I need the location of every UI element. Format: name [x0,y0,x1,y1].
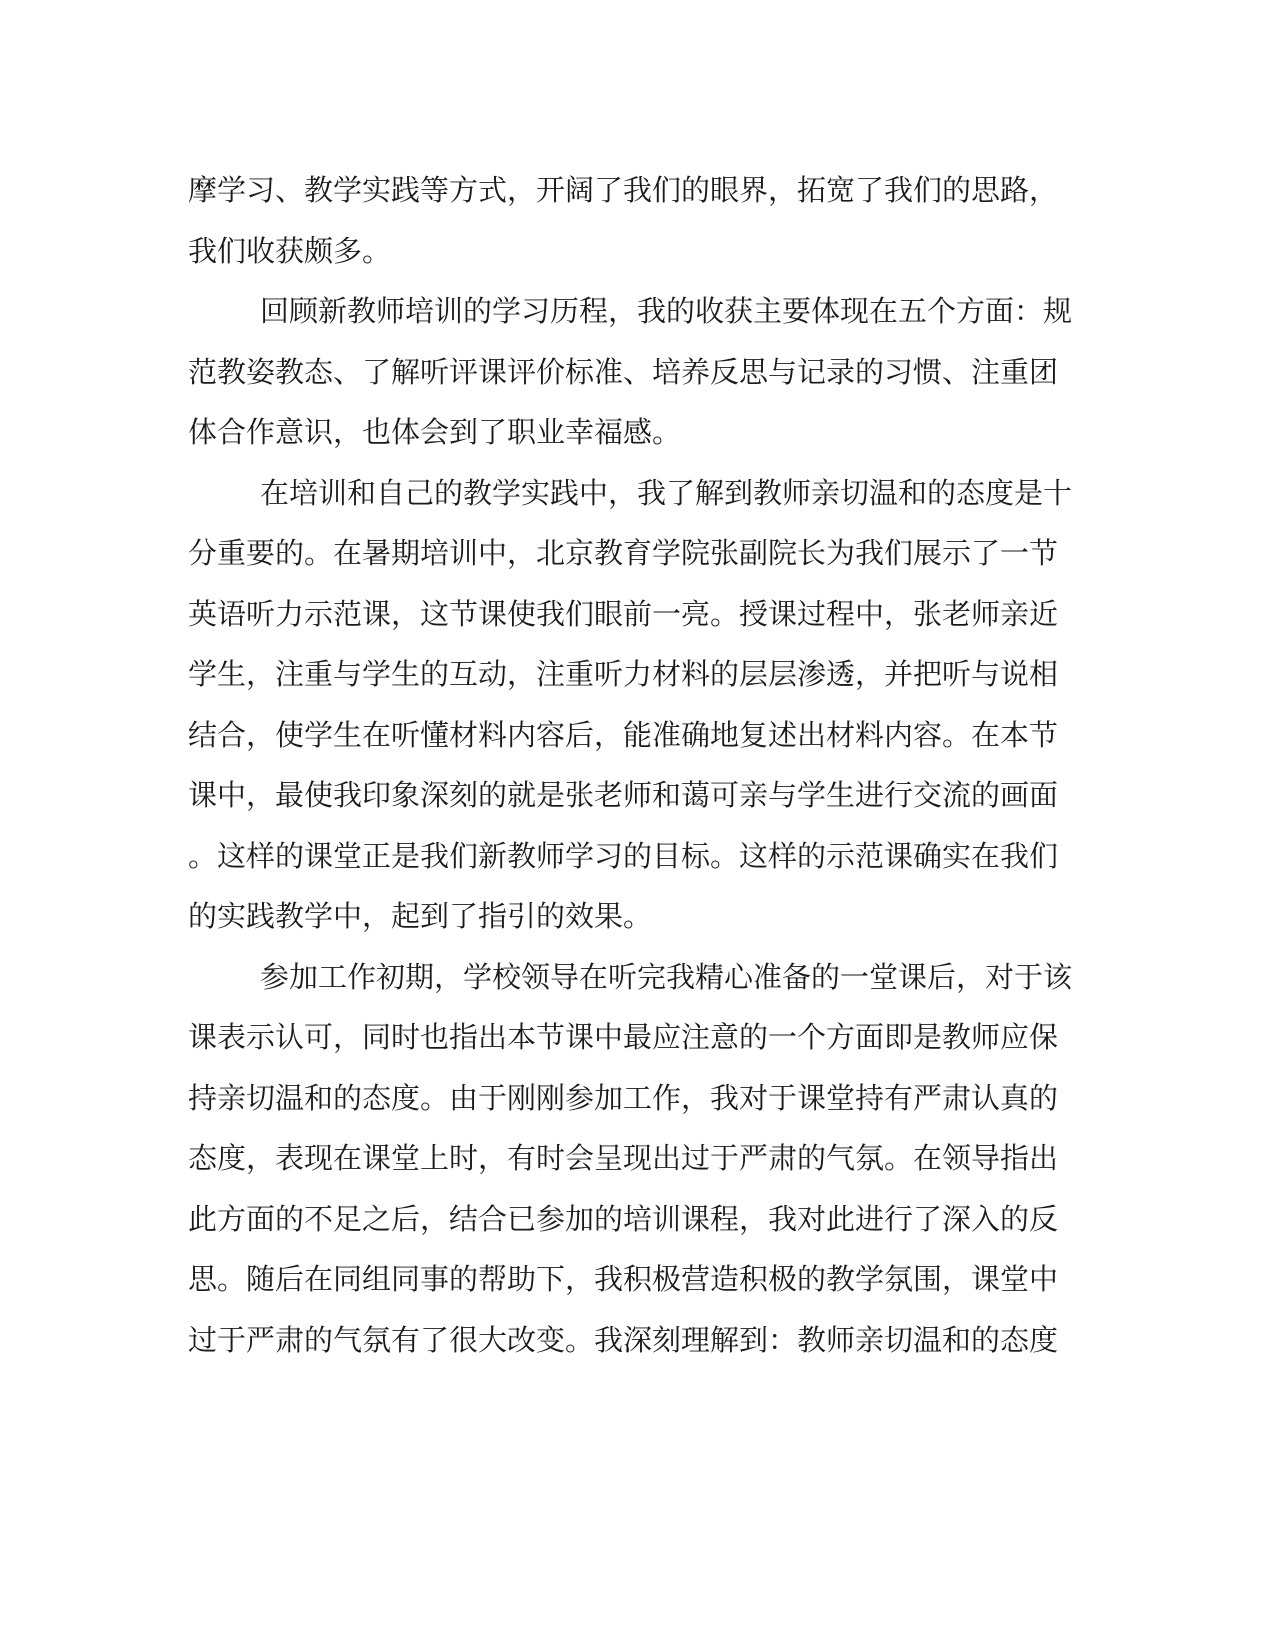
text-line: 学生，注重与学生的互动，注重听力材料的层层渗透，并把听与说相 [188,657,1059,691]
text-line: 思。随后在同组同事的帮助下，我积极营造积极的教学氛围，课堂中 [188,1262,1059,1296]
text-line: 过于严肃的气氛有了很大改变。我深刻理解到：教师亲切温和的态度 [188,1322,1059,1357]
text-line: 的实践教学中，起到了指引的效果。 [188,899,653,933]
text-line: 课表示认可，同时也指出本节课中最应注意的一个方面即是教师应保 [188,1020,1059,1054]
paragraph-first-line: 在培训和自己的教学实践中，我了解到教师亲切温和的态度是十 [260,475,1073,510]
text-line: 课中，最使我印象深刻的就是张老师和蔼可亲与学生进行交流的画面 [188,778,1059,812]
document-body [188,160,1073,1370]
text-line: 结合，使学生在听懂材料内容后，能准确地复述出材料内容。在本节 [188,717,1059,752]
text-line: 范教姿教态、了解听评课评价标准、培养反思与记录的习惯、注重团 [188,354,1059,389]
text-line: 体合作意识，也体会到了职业幸福感。 [188,415,682,449]
text-line: 。这样的课堂正是我们新教师学习的目标。这样的示范课确实在我们 [188,838,1059,873]
text-line: 摩学习、教学实践等方式，开阔了我们的眼界，拓宽了我们的思路， [188,173,1059,207]
text-line: 我们收获颇多。 [188,233,392,268]
text-line: 英语听力示范课，这节课使我们眼前一亮。授课过程中，张老师亲近 [188,596,1059,631]
text-line: 态度，表现在课堂上时，有时会呈现出过于严肃的气氛。在领导指出 [188,1141,1059,1175]
paragraph-first-line: 参加工作初期，学校领导在听完我精心准备的一堂课后，对于该 [260,959,1073,994]
text-line: 分重要的。在暑期培训中，北京教育学院张副院长为我们展示了一节 [188,536,1059,570]
text-line: 此方面的不足之后，结合已参加的培训课程，我对此进行了深入的反 [188,1201,1059,1236]
text-line: 持亲切温和的态度。由于刚刚参加工作，我对于课堂持有严肃认真的 [188,1080,1059,1115]
paragraph-first-line: 回顾新教师培训的学习历程，我的收获主要体现在五个方面：规 [260,294,1073,328]
